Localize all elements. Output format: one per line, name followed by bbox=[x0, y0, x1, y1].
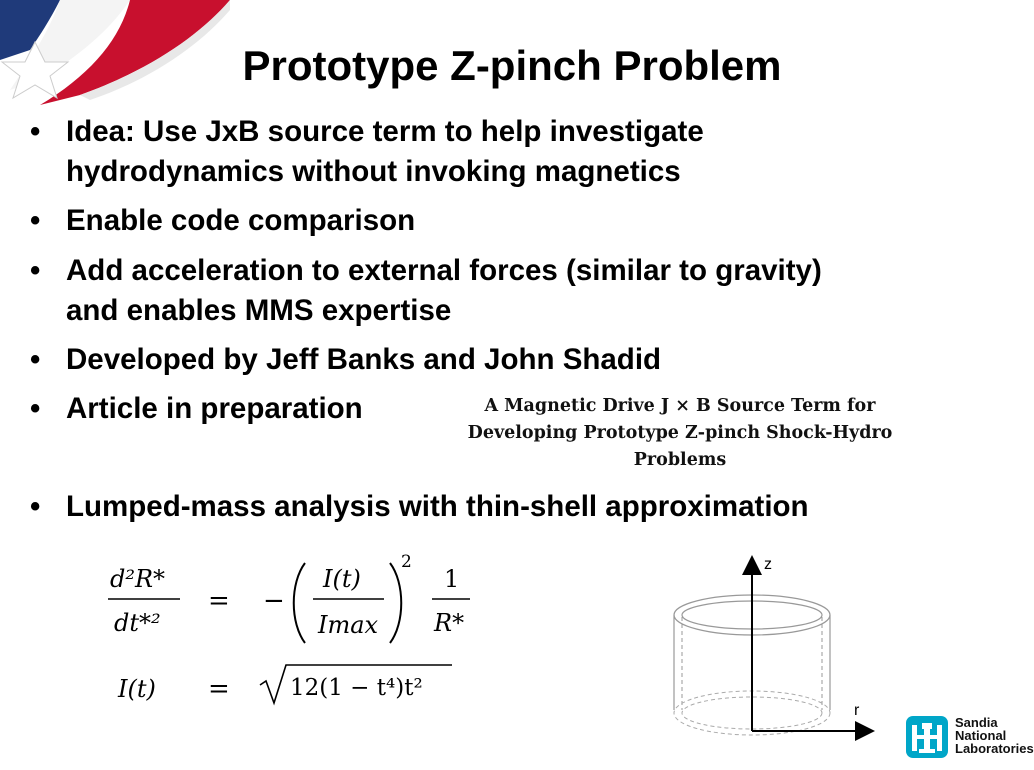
sandia-logo bbox=[905, 715, 1034, 765]
eq1-minus: − bbox=[263, 586, 285, 616]
bullet-marker: • bbox=[30, 254, 41, 287]
bullet-marker: • bbox=[30, 204, 41, 237]
bullet-text: and enables MMS expertise bbox=[66, 294, 452, 327]
bullet-marker: • bbox=[30, 115, 41, 148]
slide-title: Prototype Z-pinch Problem bbox=[242, 42, 782, 89]
logo-line: Laboratories bbox=[955, 741, 1034, 756]
z-axis-label: z bbox=[764, 556, 772, 573]
bullet-text: Developed by Jeff Banks and John Shadid bbox=[66, 343, 662, 376]
eq1-equals: = bbox=[208, 586, 230, 616]
bullet-text: Article in preparation bbox=[66, 392, 363, 425]
eq1-exponent: 2 bbox=[401, 552, 412, 572]
eq1-rhs-numerator: 1 bbox=[444, 565, 460, 593]
bullet-text: hydrodynamics without invoking magnetics bbox=[66, 155, 681, 188]
bullet-marker: • bbox=[30, 343, 41, 376]
article-title-line: Problems bbox=[633, 450, 727, 470]
bullet-text: Enable code comparison bbox=[66, 204, 416, 237]
eq1-inner-denominator: Imax bbox=[318, 611, 379, 639]
bullet-marker: • bbox=[30, 392, 41, 425]
article-title-line: Developing Prototype Z-pinch Shock-Hydro bbox=[467, 423, 893, 443]
eq1-rhs-denominator: R* bbox=[434, 609, 465, 637]
sandia-thunderbird-icon bbox=[905, 715, 949, 759]
bullet-text: Lumped-mass analysis with thin-shell approximation bbox=[66, 490, 809, 523]
eq2-equals: = bbox=[208, 674, 230, 704]
logo-line: National bbox=[955, 728, 1007, 743]
eq1-lhs-numerator: d²R* bbox=[110, 565, 166, 593]
eq1-lhs-denominator: dt*² bbox=[114, 609, 161, 637]
eq2-lhs: I(t) bbox=[118, 675, 156, 703]
bullet-text: Idea: Use JxB source term to help investigate bbox=[66, 115, 704, 148]
equation-block bbox=[100, 545, 520, 715]
bullet-marker: • bbox=[30, 490, 41, 523]
eq1-inner-numerator: I(t) bbox=[323, 565, 361, 593]
logo-line: Sandia bbox=[955, 715, 998, 730]
cylinder-svg bbox=[660, 545, 880, 765]
r-axis-label: r bbox=[854, 702, 860, 719]
article-title-line: A Magnetic Drive J × B Source Term for bbox=[484, 396, 876, 416]
article-title-snippet bbox=[420, 393, 940, 474]
eq2-radicand: 12(1 − t⁴)t² bbox=[290, 675, 423, 701]
bullet-text: Add acceleration to external forces (similar to gravity) bbox=[66, 254, 822, 287]
cylinder-diagram bbox=[660, 545, 880, 765]
equations-svg bbox=[100, 545, 520, 715]
